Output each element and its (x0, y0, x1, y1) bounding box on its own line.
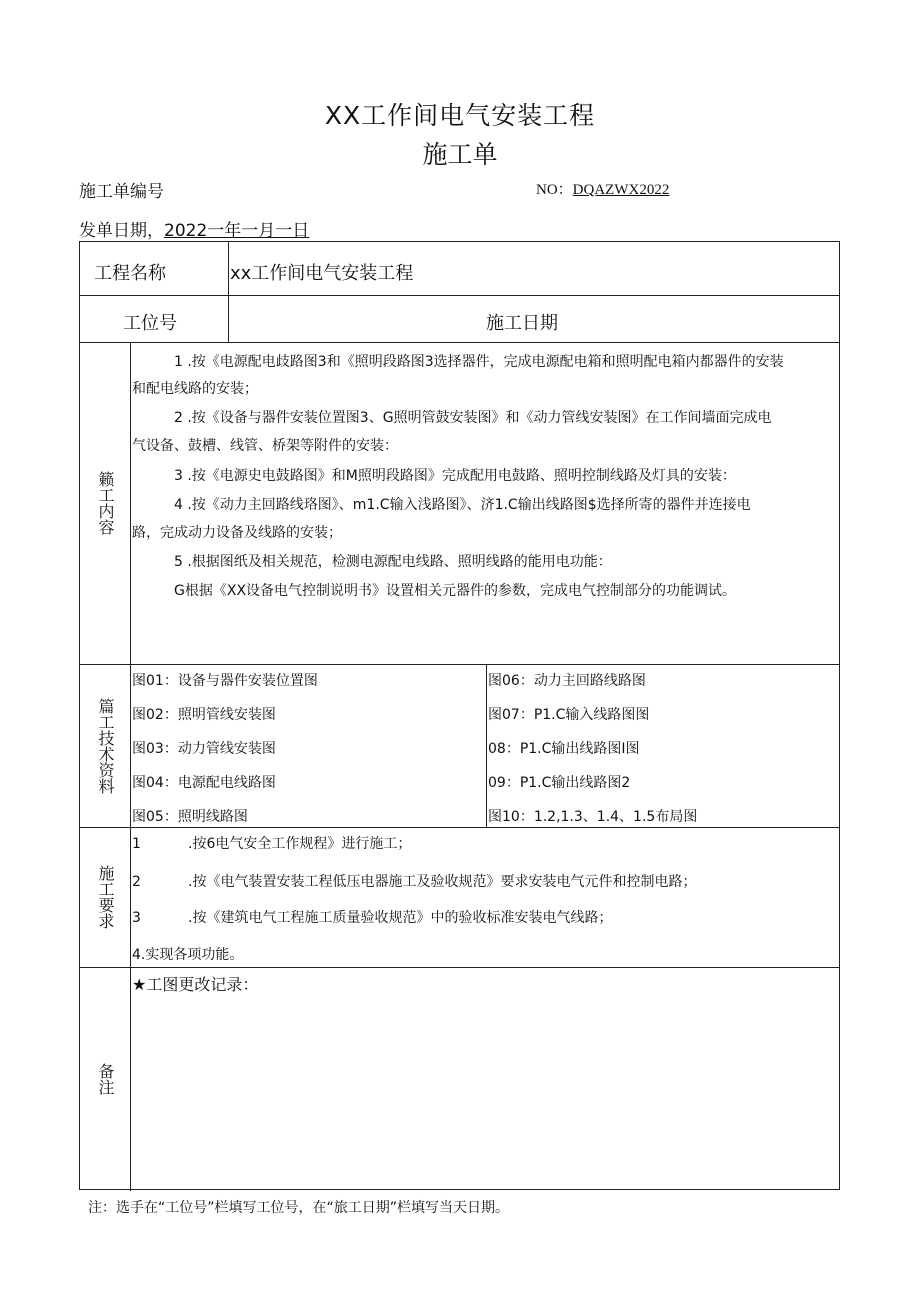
requirement-item: 3 .按《建筑电气工程施工质量验收规范》中的验收标准安装电气线路； (132, 910, 613, 926)
form-number (536, 178, 669, 199)
issue-date-label: 发单日期， (79, 221, 164, 241)
work-order-table (79, 241, 840, 1190)
construction-date-label: 施工日期 (486, 313, 558, 334)
content-line: 3 .按《电源史电鼓路图》和M照明段路图》完成配用电鼓路、照明控制线路及灯具的安装： (174, 468, 736, 484)
title-line1: XX工作间电气安装工程 (324, 101, 596, 130)
footnote: 注：选手在“工位号”栏填写工位号，在“旅工日期”栏填写当天日期。 (88, 1200, 510, 1216)
form-number-label: 施工单编号 (79, 182, 164, 202)
doc-item: 图04：电源配电线路图 (132, 775, 276, 791)
column-divider (486, 664, 487, 827)
content-line: 路，完成动力设备及线路的安装； (132, 525, 342, 541)
project-name-value: xx工作间电气安装工程 (230, 263, 414, 284)
work-content-label: 籁工内容 (96, 471, 115, 535)
drawing-change-record-title: ★工图更改记录： (132, 975, 259, 994)
row-divider (80, 664, 839, 665)
title-line2: 施工单 (422, 140, 498, 169)
requirement-item: 2 .按《电气装置安装工程低压电器施工及验收规范》要求安装电气元件和控制电路； (132, 874, 697, 890)
form-number-prefix: NO： (536, 182, 573, 198)
form-number-value: DQAZWX2022 (572, 182, 670, 198)
row-divider (80, 295, 839, 296)
issue-date (79, 216, 309, 241)
column-divider (130, 342, 131, 1191)
column-divider (228, 242, 229, 342)
station-number-label: 工位号 (123, 313, 177, 334)
tech-docs-label: 篇工技术资料 (96, 697, 115, 794)
content-line: 气设备、鼓槽、线管、桥架等附件的安装： (132, 438, 398, 454)
row-divider (80, 967, 839, 968)
row-divider (80, 827, 839, 828)
remarks-label: 备注 (96, 1063, 115, 1095)
project-name-label: 工程名称 (94, 263, 166, 284)
requirement-item: 4.实现各项功能。 (132, 947, 244, 963)
doc-item: 图06：动力主回路线路图 (488, 673, 646, 689)
doc-item: 图03：动力管线安装图 (132, 741, 276, 757)
doc-item: 图10：1.2,1.3、1.4、1.5布局图 (488, 809, 698, 825)
content-line: 5 .根据图纸及相关规范，检测电源配电线路、照明线路的能用电功能： (174, 554, 612, 570)
content-line: G根据《XX设备电气控制说明书》设置相关元器件的参数，完成电气控制部分的功能调试。 (174, 583, 737, 599)
content-line: 和配电线路的安装； (132, 381, 258, 397)
content-line: 4 .按《动力主回路线珞图》、m1.C输入浅路图》、济1.C输出线路图$选择所寄的器件并连接电 (174, 497, 751, 513)
doc-item: 图07：P1.C输入线路图图 (488, 707, 650, 723)
doc-item: 图01：设备与器件安装位置图 (132, 673, 318, 689)
requirement-item: 1 .按6电气安全工作规程》进行施工； (132, 836, 412, 852)
content-line: 2 .按《设备与器件安装位置图3、G照明管鼓安装图》和《动力管线安装图》在工作间墙面完成电 (174, 410, 772, 426)
doc-item: 09：P1.C输出线路图2 (488, 775, 631, 791)
doc-item: 图05：照明线路图 (132, 809, 248, 825)
issue-date-value: 2022一年一月一日 (164, 221, 310, 241)
doc-item: 图02：照明管线安装图 (132, 707, 276, 723)
requirements-label: 施工要求 (96, 865, 115, 929)
row-divider (80, 342, 839, 343)
doc-item: 08：P1.C输出线路图I图 (488, 741, 640, 757)
content-line: 1 .按《电源配电歧路图3和《照明段路图3选择器件，完成电源配电箱和照明配电箱内都器件的安装 (174, 354, 784, 370)
